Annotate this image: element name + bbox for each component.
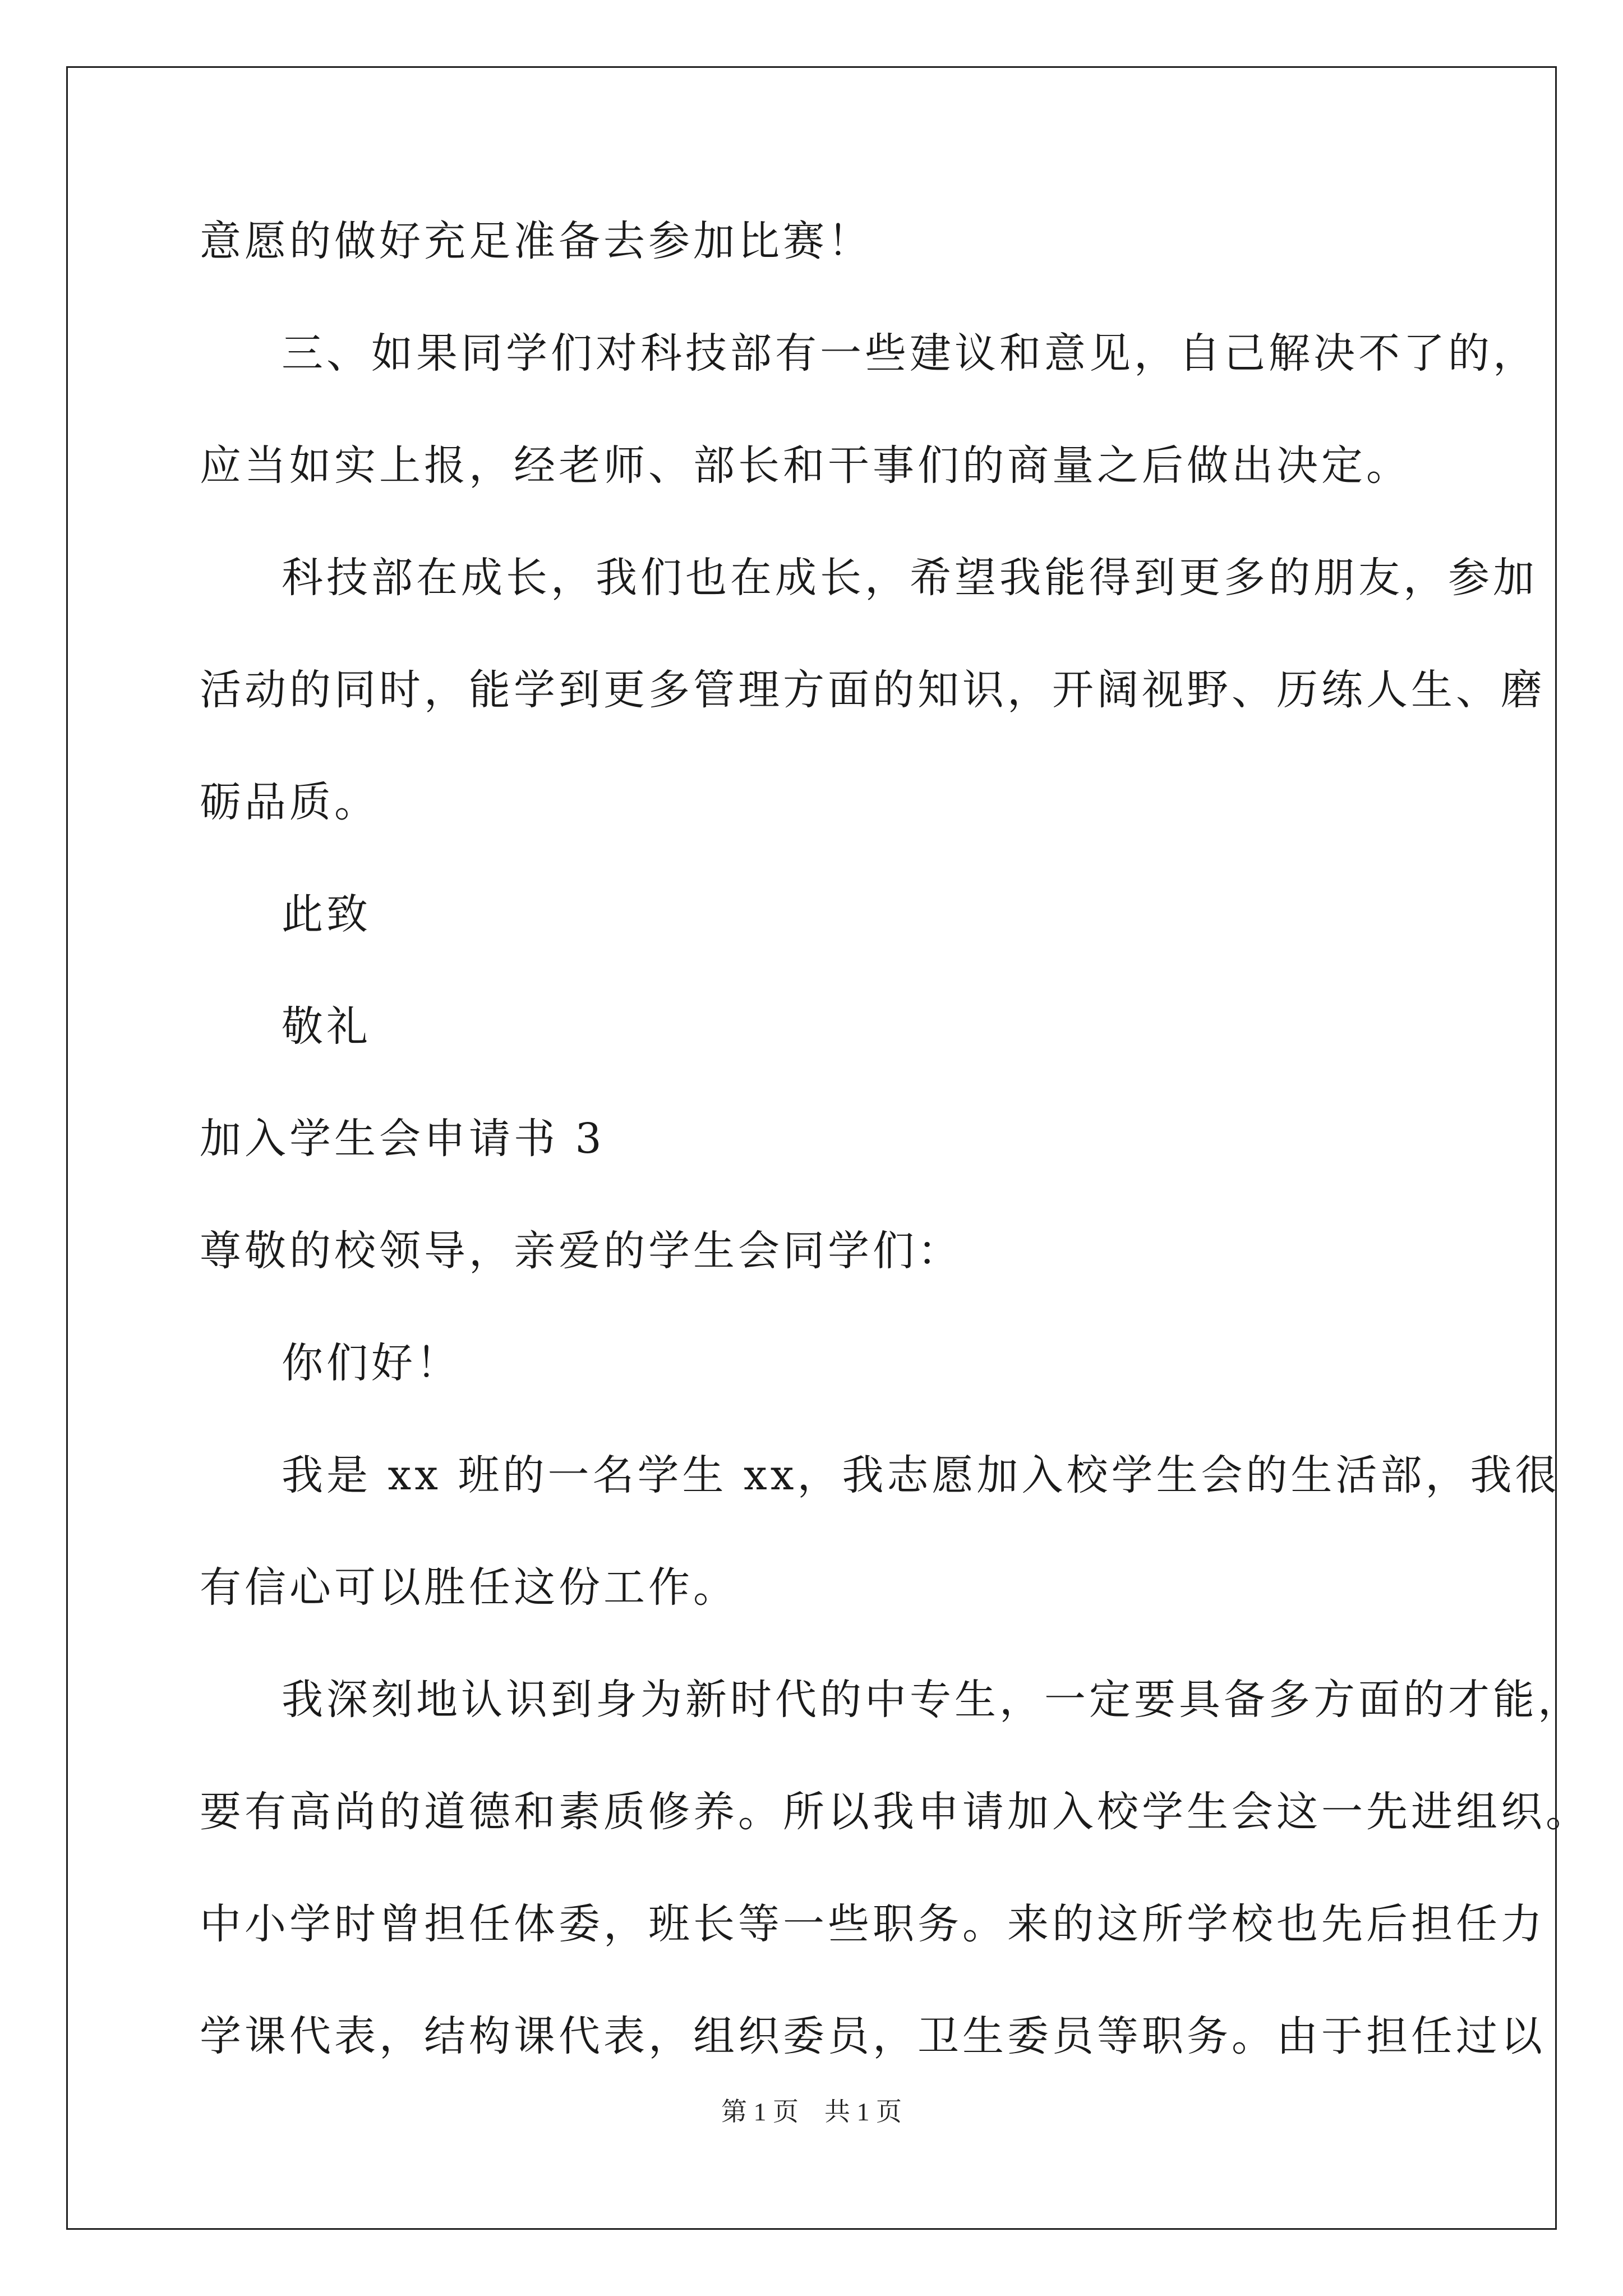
text-line: 活动的同时，能学到更多管理方面的知识，开阔视野、历练人生、磨 [200,666,1546,714]
text-line: 三、如果同学们对科技部有一些建议和意见，自己解决不了的， [282,329,1538,378]
document-body [200,213,1590,2120]
text-line: 科技部在成长，我们也在成长，希望我能得到更多的朋友，参加 [282,554,1538,602]
closing-salutation: 此致 [282,890,371,938]
letter-greeting: 尊敬的校领导，亲爱的学生会同学们： [200,1227,962,1275]
text-line: 有信心可以胜任这份工作。 [200,1563,738,1612]
text-line: 我深刻地认识到身为新时代的中专生，一定要具备多方面的才能， [282,1676,1583,1724]
closing-regards: 敬礼 [282,1002,371,1051]
text-line: 要有高尚的道德和素质修养。所以我申请加入校学生会这一先进组织。 [200,1788,1590,1836]
text-line: 你们好！ [282,1339,461,1387]
section-title: 加入学生会申请书 3 [200,1115,605,1163]
text-line: 中小学时曾担任体委，班长等一些职务。来的这所学校也先后担任力 [200,1900,1546,1948]
text-line: 应当如实上报，经老师、部长和干事们的商量之后做出决定。 [200,441,1411,490]
text-line: 学课代表，结构课代表，组织委员，卫生委员等职务。由于担任过以 [200,2012,1546,2060]
text-line: 我是 xx 班的一名学生 xx，我志愿加入校学生会的生活部，我很 [282,1451,1560,1499]
text-line: 砺品质。 [200,778,379,826]
page-footer: 第 1 页 共 1 页 [721,2097,902,2126]
text-line: 意愿的做好充足准备去参加比赛！ [200,217,873,265]
